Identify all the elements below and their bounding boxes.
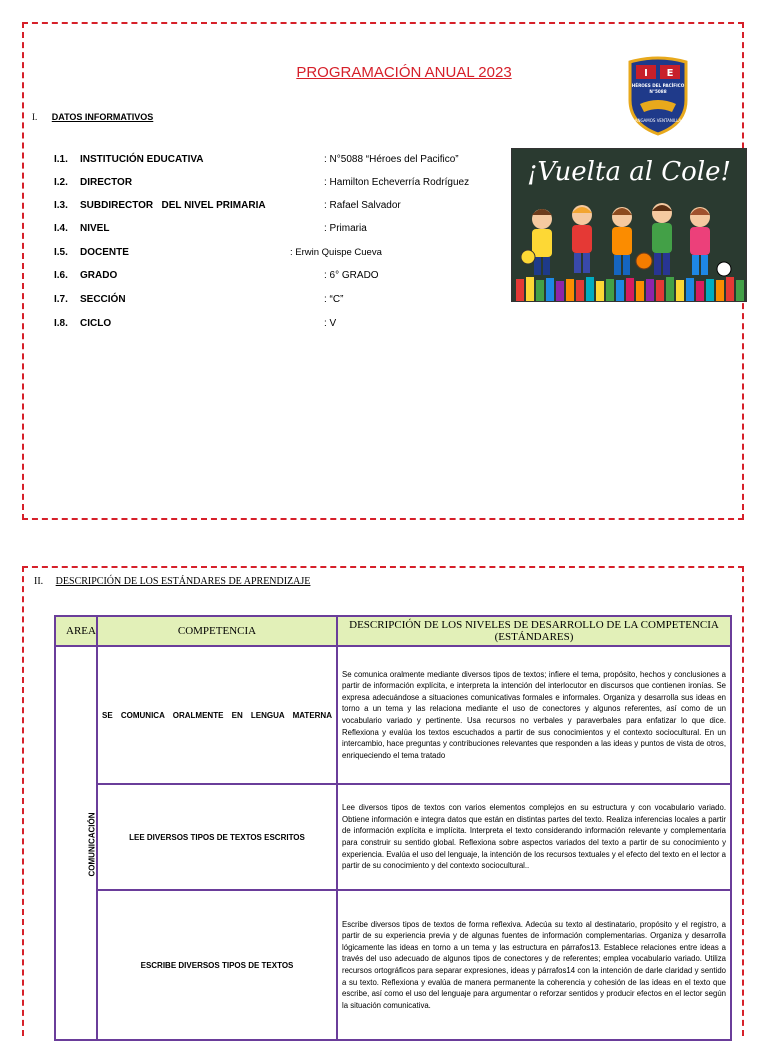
descripcion-cell: Se comunica oralmente mediante diversos tipos de textos; infiere el tema, propósito, hechos y conclusiones a partir de información explícita, e interpreta la intención del interlocutor en discursos que contienen ironías. Se expresa adecuándose a situaciones comunicativas formales e informales. Organiza y desarrolla sus ideas en torno a un tema y las relaciona mediante el uso de conectores y algunos referentes, así como de un vocabulario variado y pertinente. Usa recursos no verbales y paraverbales para enfatizar lo que dice. Reflexiona y evalúa los textos escuchados a partir de sus conocimientos y el contexto sociocultural. En un intercambio, hace preguntas y contribuciones relevantes que responden a las ideas y puntos de vista de otros, enriqueciendo el tema tratado [337,646,731,784]
competencia-cell: SE COMUNICA ORALMENTE EN LENGUA MATERNA [97,646,337,784]
page-datos-informativos [22,22,744,520]
info-label: SECCIÓN [80,294,126,305]
section-2-number: II. [34,576,44,587]
info-value: : N°5088 “Héroes del Pacifico” [324,154,459,165]
competencia-cell: LEE DIVERSOS TIPOS DE TEXTOS ESCRITOS [97,784,337,890]
info-label: GRADO [80,270,118,281]
page-estandares [22,566,744,1036]
vuelta-al-cole-banner [511,148,747,302]
info-code: I.4. [54,223,68,234]
info-code: I.1. [54,154,68,165]
info-code: I.7. [54,294,68,305]
info-code: I.8. [54,318,68,329]
section-1-number: I. [32,112,38,122]
document-title: PROGRAMACIÓN ANUAL 2023 [296,64,512,81]
info-label: DOCENTE [80,247,129,258]
standards-table [54,615,732,1041]
info-code: I.5. [54,247,68,258]
banner-title: ¡Vuelta al Cole! [526,157,731,187]
area-cell [55,646,97,1040]
info-value: : V [324,318,337,329]
info-label: DIRECTOR [80,177,133,188]
info-code: I.6. [54,270,68,281]
info-value: : “C” [324,294,344,305]
info-value: : Primaria [324,223,367,234]
info-code: I.2. [54,177,68,188]
svg-text:HÉROES DEL PACÍFICO: HÉROES DEL PACÍFICO [631,83,685,88]
table-header-row [55,616,731,646]
info-value: : Hamilton Echeverría Rodríguez [324,177,470,188]
info-value: : 6° GRADO [324,270,379,281]
svg-text:ANGAMOS VENTANILLA: ANGAMOS VENTANILLA [634,118,682,123]
info-label: CICLO [80,318,112,329]
competencia-cell: ESCRIBE DIVERSOS TIPOS DE TEXTOS [97,890,337,1040]
kids-illustration [512,149,746,301]
table-row [55,784,731,890]
info-value: : Rafael Salvador [324,200,401,211]
header-descripcion: DESCRIPCIÓN DE LOS NIVELES DE DESARROLLO DE LA COMPETENCIA (ESTÁNDARES) [337,616,731,646]
info-label: NIVEL [80,223,110,234]
table-row [55,890,731,1040]
descripcion-cell: Escribe diversos tipos de textos de forma reflexiva. Adecúa su texto al destinatario, propósito y el registro, a partir de su experiencia previa y de algunas fuentes de información complementarias. Organiza y desarrolla lógicamente las ideas en torno a un tema y las estructura en párrafos13. Establece relaciones entre ideas a través del uso adecuado de algunos tipos de conectores y de referentes; emplea vocabulario variado. Utiliza recursos ortográficos para separar expresiones, ideas y párrafos14 con la intención de darle claridad y sentido a su texto. Reflexiona y evalúa de manera permanente la coherencia y cohesión de las ideas en el texto que escribe, así como el uso del lenguaje para argumentar o reforzar sentidos y producir efectos en el lector según la situación comunicativa. [337,890,731,1040]
section-1-heading [32,112,153,122]
info-label: INSTITUCIÓN EDUCATIVA [80,154,204,165]
svg-text:I: I [644,68,648,79]
area-name: COMUNICACIÓN [87,812,97,877]
svg-text:E: E [666,68,674,79]
header-area: AREA [55,616,97,646]
section-2-heading [34,576,310,587]
info-value: : Erwin Quispe Cueva [290,247,382,258]
section-2-title: DESCRIPCIÓN DE LOS ESTÁNDARES DE APRENDIZAJE [55,576,311,587]
svg-text:N°5088: N°5088 [649,89,667,94]
info-label: SUBDIRECTOR DEL NIVEL PRIMARIA [80,200,266,211]
section-1-title: DATOS INFORMATIVOS [51,112,154,122]
descripcion-cell: Lee diversos tipos de textos con varios elementos complejos en su estructura y con vocabulario variado. Obtiene información e integra datos que están en distintas partes del texto. Realiza inferencias locales a partir de información explícita e implícita. Interpreta el texto considerando información relevante y complementaria para construir su sentido global. Reflexiona sobre aspectos variados del texto a partir de su conocimiento y experiencia. Evalúa el uso del lenguaje, la intención de los recursos textuales y el efecto del texto en el lector a partir de su conocimiento y del contexto sociocultural.. [337,784,731,890]
school-crest-logo [626,56,690,136]
table-row [55,646,731,784]
header-competencia: COMPETENCIA [97,616,337,646]
info-code: I.3. [54,200,68,211]
